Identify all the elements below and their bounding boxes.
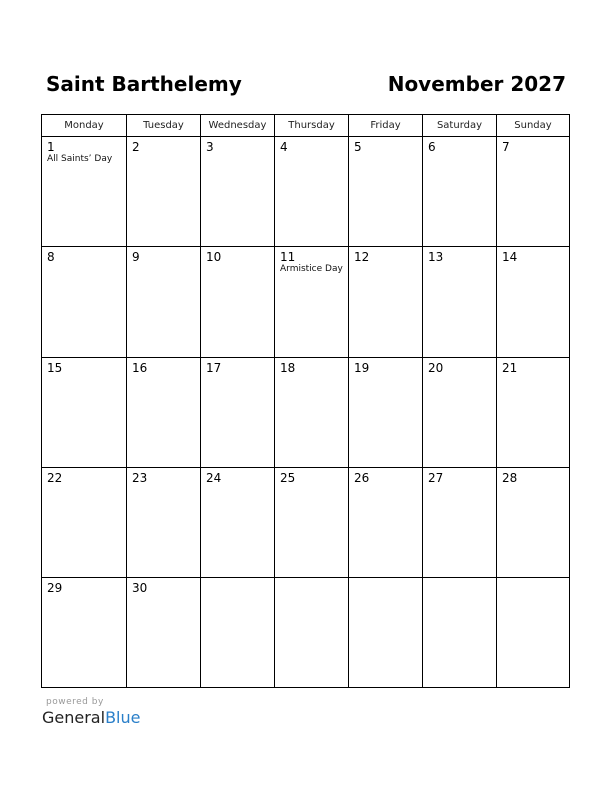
day-cell: [42, 578, 127, 687]
weekday-header: Monday: [42, 115, 127, 137]
holiday-label: Armistice Day: [280, 264, 343, 274]
day-cell: [201, 137, 275, 247]
day-cell: [497, 247, 569, 358]
day-number: 10: [206, 250, 222, 264]
day-number: 9: [132, 250, 140, 264]
weekday-header: Thursday: [275, 115, 349, 137]
day-cell: [275, 468, 349, 578]
day-cell: [349, 358, 423, 468]
holiday-label: All Saints’ Day: [47, 154, 113, 164]
day-number: 15: [47, 361, 63, 375]
day-cell: [42, 137, 127, 247]
day-number: 25: [280, 471, 296, 485]
day-number: 6: [428, 140, 436, 154]
day-cell: [349, 247, 423, 358]
day-cell: [42, 468, 127, 578]
day-cell: [42, 247, 127, 358]
day-number: 5: [354, 140, 362, 154]
day-cell: [423, 578, 497, 687]
day-number: 13: [428, 250, 444, 264]
day-number: 7: [502, 140, 510, 154]
day-cell: [275, 358, 349, 468]
day-number: 23: [132, 471, 148, 485]
day-number: 27: [428, 471, 444, 485]
day-cell: [127, 137, 201, 247]
day-cell: [497, 137, 569, 247]
day-cell: [127, 468, 201, 578]
day-cell: [497, 468, 569, 578]
day-number: 1: [47, 140, 55, 154]
day-cell: [497, 578, 569, 687]
day-cell: [275, 137, 349, 247]
day-number: 19: [354, 361, 370, 375]
day-cell: [349, 578, 423, 687]
day-number: 30: [132, 581, 148, 595]
day-number: 16: [132, 361, 148, 375]
day-cell: [497, 358, 569, 468]
day-cell: [423, 137, 497, 247]
day-number: 24: [206, 471, 222, 485]
day-number: 20: [428, 361, 444, 375]
day-cell: [42, 358, 127, 468]
weekday-header: Friday: [349, 115, 423, 137]
day-number: 26: [354, 471, 370, 485]
day-number: 17: [206, 361, 222, 375]
day-cell: [127, 247, 201, 358]
weekday-header: Wednesday: [201, 115, 275, 137]
day-number: 2: [132, 140, 140, 154]
day-number: 4: [280, 140, 288, 154]
day-cell: [127, 358, 201, 468]
day-cell: [423, 247, 497, 358]
day-number: 14: [502, 250, 518, 264]
weekday-header: Sunday: [497, 115, 569, 137]
day-cell: [201, 468, 275, 578]
powered-by-label: powered by: [46, 697, 104, 707]
day-cell: [127, 578, 201, 687]
day-cell: [201, 578, 275, 687]
weekday-header: Tuesday: [127, 115, 201, 137]
day-cell: [275, 578, 349, 687]
day-number: 28: [502, 471, 518, 485]
calendar-country-title: Saint Barthelemy: [46, 72, 242, 96]
day-number: 21: [502, 361, 518, 375]
day-cell: [349, 468, 423, 578]
day-cell: [201, 247, 275, 358]
day-number: 3: [206, 140, 214, 154]
day-number: 12: [354, 250, 370, 264]
brand-blue-text: Blue: [105, 708, 141, 727]
generalblue-logo: [42, 708, 140, 728]
day-cell: [275, 247, 349, 358]
day-number: 29: [47, 581, 63, 595]
brand-general-text: General: [42, 708, 106, 727]
day-number: 8: [47, 250, 55, 264]
day-cell: [201, 358, 275, 468]
calendar-grid: [41, 114, 570, 688]
day-number: 22: [47, 471, 63, 485]
calendar-month-title: November 2027: [387, 72, 566, 96]
day-number: 18: [280, 361, 296, 375]
weekday-header: Saturday: [423, 115, 497, 137]
day-cell: [349, 137, 423, 247]
day-cell: [423, 358, 497, 468]
day-cell: [423, 468, 497, 578]
day-number: 11: [280, 250, 296, 264]
